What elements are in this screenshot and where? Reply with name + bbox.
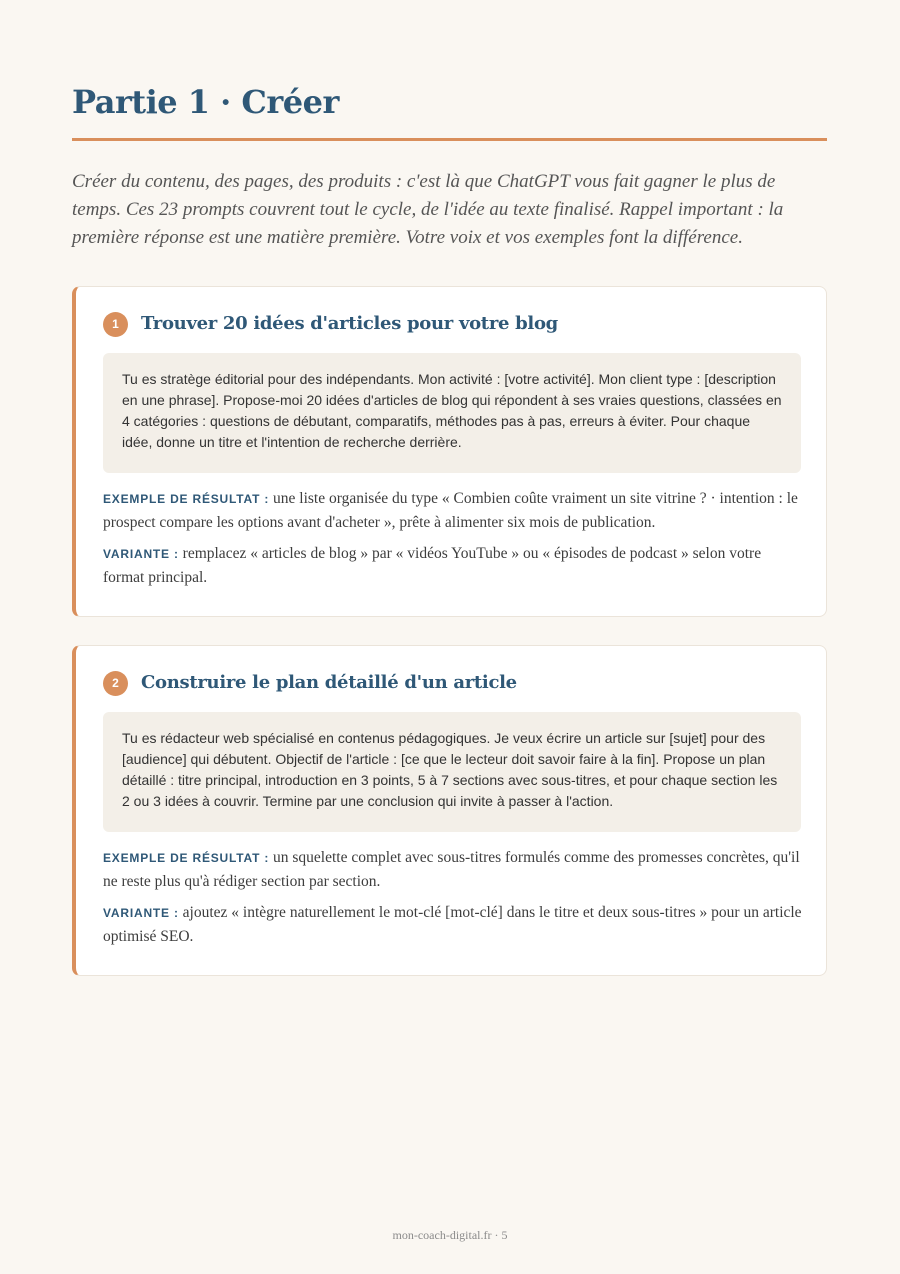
- example-paragraph: [103, 487, 803, 534]
- variant-paragraph: [103, 542, 803, 589]
- card-title: Trouver 20 idées d'articles pour votre blog: [141, 313, 558, 334]
- variant-text: ajoutez « intègre naturellement le mot-clé [mot-clé] dans le titre et deux sous-titres » pour un article optimisé SEO.: [103, 904, 802, 945]
- number-badge: 2: [103, 671, 128, 696]
- page-footer: mon-coach-digital.fr · 5: [392, 1228, 508, 1242]
- example-label: EXEMPLE DE RÉSULTAT :: [103, 492, 270, 506]
- example-text: un squelette complet avec sous-titres formulés comme des promesses concrètes, qu'il ne reste plus qu'à rédiger section par section.: [103, 849, 800, 890]
- card-title: Construire le plan détaillé d'un article: [141, 672, 517, 693]
- prompt-card-1: [72, 286, 827, 617]
- variant-paragraph: [103, 901, 803, 948]
- intro-paragraph: Créer du contenu, des pages, des produits : c'est là que ChatGPT vous fait gagner le plus de temps. Ces 23 prompts couvrent tout le cycle, de l'idée au texte finalisé. Rappel important : la première réponse est une matière première. Votre voix et vos exemples font la différence.: [72, 171, 784, 248]
- prompt-text-box[interactable]: Tu es stratège éditorial pour des indépendants. Mon activité : [votre activité]. Mon client type : [description en une phrase]. Propose-moi 20 idées d'articles de blog qui répondent à ses vraies questions, classées en 4 catégories : questions de débutant, comparatifs, méthodes pas à pas, erreurs à éviter. Pour chaque idée, donne un titre et l'intention de recherche derrière.: [103, 353, 801, 473]
- title-divider: [72, 138, 827, 141]
- card-header: [103, 311, 558, 337]
- variant-label: VARIANTE :: [103, 547, 179, 561]
- variant-text: remplacez « articles de blog » par « vidéos YouTube » ou « épisodes de podcast » selon votre format principal.: [103, 545, 762, 586]
- variant-label: VARIANTE :: [103, 906, 179, 920]
- card-header: [103, 670, 517, 696]
- number-badge: 1: [103, 312, 128, 337]
- page-title: Partie 1 · Créer: [72, 83, 339, 121]
- prompt-text-box[interactable]: Tu es rédacteur web spécialisé en contenus pédagogiques. Je veux écrire un article sur [sujet] pour des [audience] qui débutent. Objectif de l'article : [ce que le lecteur doit savoir faire à la fin]. Propose un plan détaillé : titre principal, introduction en 3 points, 5 à 7 sections avec sous-titres, et pour chaque section les 2 ou 3 idées à couvrir. Termine par une conclusion qui invite à passer à l'action.: [103, 712, 801, 832]
- example-text: une liste organisée du type « Combien coûte vraiment un site vitrine ? · intention : le prospect compare les options avant d'acheter », prête à alimenter six mois de publication.: [103, 490, 798, 531]
- prompt-card-2: [72, 645, 827, 976]
- example-paragraph: [103, 846, 803, 893]
- example-label: EXEMPLE DE RÉSULTAT :: [103, 851, 270, 865]
